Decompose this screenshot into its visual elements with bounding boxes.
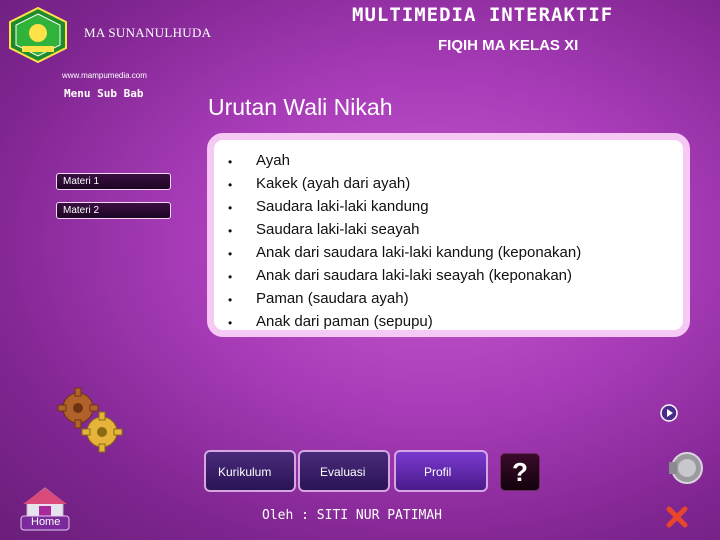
list-item-text: Ayah <box>256 152 290 169</box>
bullet: • <box>228 224 233 238</box>
close-icon[interactable] <box>665 505 689 529</box>
profil-button[interactable] <box>394 450 488 492</box>
author-credit: Oleh : SITI NUR PATIMAH <box>262 508 443 523</box>
list-item-text: Anak dari paman (sepupu) <box>256 313 433 330</box>
bullet: • <box>228 178 233 192</box>
menu-title: Menu Sub Bab <box>64 87 144 100</box>
list-item-text: Kakek (ayah dari ayah) <box>256 175 411 192</box>
page-heading: Urutan Wali Nikah <box>208 94 393 120</box>
list-item <box>228 198 581 221</box>
school-name: MA SUNANULHUDA <box>84 25 212 40</box>
menu-item-materi-2[interactable]: Materi 2 <box>56 202 171 219</box>
list-item <box>228 313 581 336</box>
website-text: www.mampumedia.com <box>62 71 147 80</box>
school-emblem-icon <box>6 6 70 64</box>
list-item-text: Anak dari saudara laki-laki seayah (keponakan) <box>256 267 573 284</box>
help-button[interactable]: ? <box>500 453 540 491</box>
home-button[interactable] <box>19 486 71 532</box>
kurikulum-button[interactable] <box>204 450 296 492</box>
bullet: • <box>228 316 233 330</box>
list-item <box>228 290 581 313</box>
gear-icon <box>52 386 132 456</box>
kurikulum-label: Kurikulum <box>218 465 272 479</box>
list-item <box>228 152 581 175</box>
bullet: • <box>228 247 233 261</box>
list-item-text: Saudara laki-laki kandung <box>256 198 429 215</box>
bullet: • <box>228 270 233 284</box>
menu-item-materi-1[interactable]: Materi 1 <box>56 173 171 190</box>
list-item-text: Paman (saudara ayah) <box>256 290 409 307</box>
play-icon[interactable] <box>660 404 678 422</box>
list-item-text: Anak dari saudara laki-laki kandung (keponakan) <box>256 244 582 261</box>
profil-label: Profil <box>424 465 452 479</box>
home-label: Home <box>31 516 61 528</box>
content-list <box>228 152 581 336</box>
bullet: • <box>228 293 233 307</box>
list-item <box>228 221 581 244</box>
bullet: • <box>228 155 233 169</box>
content-panel <box>207 133 690 337</box>
list-item-text: Saudara laki-laki seayah <box>256 221 420 238</box>
evaluasi-button[interactable] <box>298 450 390 492</box>
speaker-icon[interactable] <box>665 450 705 486</box>
bullet: • <box>228 201 233 215</box>
evaluasi-label: Evaluasi <box>320 465 366 479</box>
subject-title: FIQIH MA KELAS XI <box>438 37 579 54</box>
list-item <box>228 267 581 290</box>
list-item <box>228 244 581 267</box>
app-title: MULTIMEDIA INTERAKTIF <box>352 4 614 26</box>
list-item <box>228 175 581 198</box>
